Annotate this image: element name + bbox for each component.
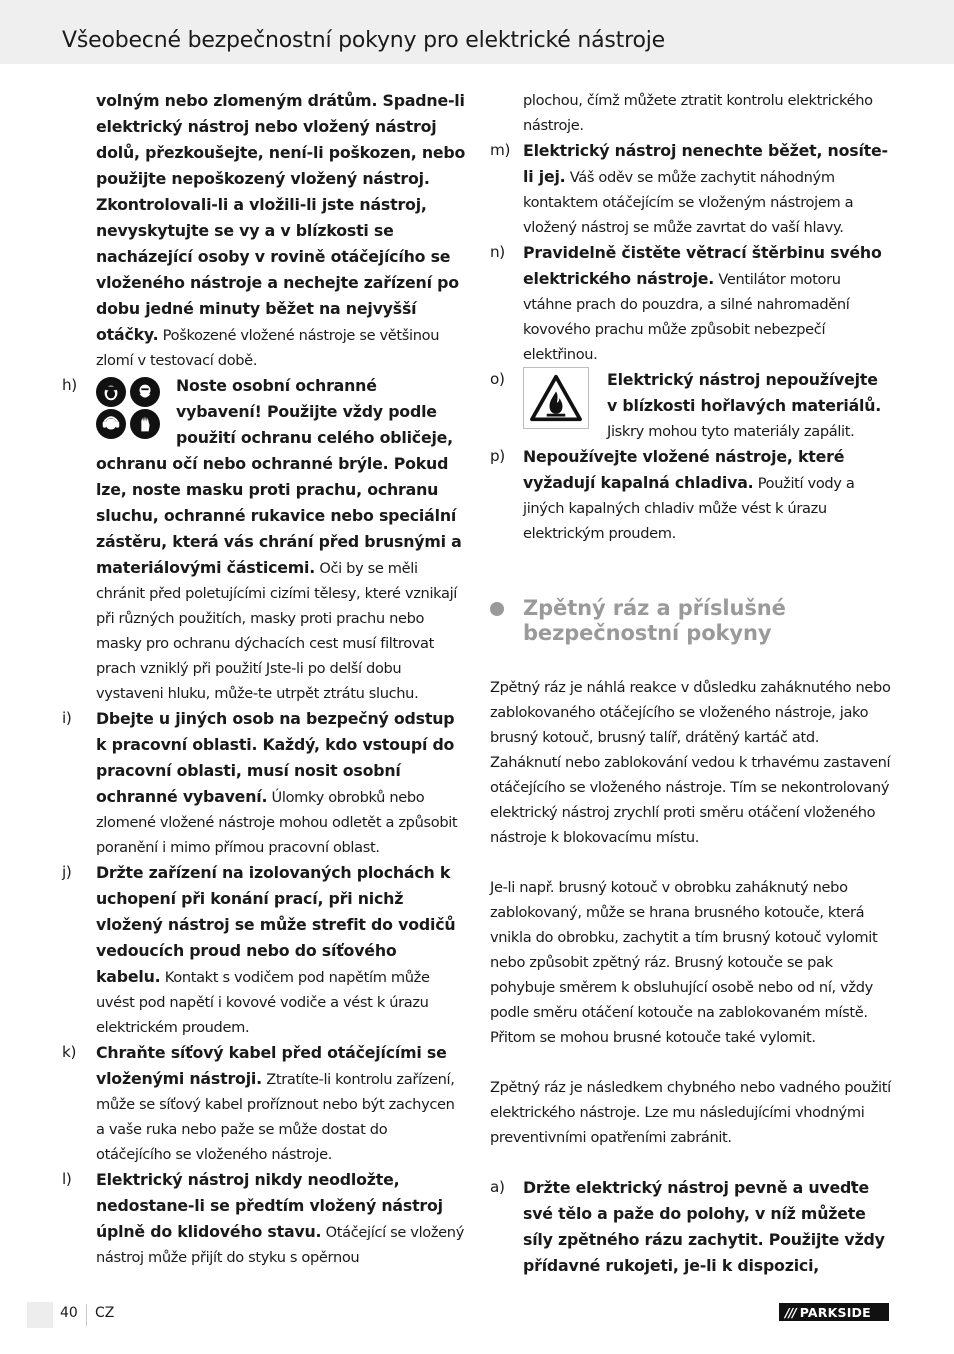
item-label: h) (62, 376, 77, 394)
ear-protection-icon (96, 409, 126, 439)
item-label: m) (490, 141, 511, 159)
item-text: Otáčející se vložený nástroj může přijít do styku s opěrnou (96, 1224, 464, 1266)
item-text: Úlomky obrobků nebo zlomené vložené nástroje mohou odletět a způsobit poranění i mimo přímou pracovní oblast. (96, 789, 458, 856)
item-bold: Nepoužívejte vložené nástroje, které vyžadují kapalná chladiva. (523, 447, 845, 492)
list-item-h (62, 373, 466, 706)
item-bold: Držte zařízení na izolovaných plochách k uchopení při konání prací, při nichž vložený nástroj se může strefit do vodičů vedoucích proud nebo do síťového kabelu. (96, 863, 456, 986)
right-column (490, 88, 892, 1279)
kickback-paragraph-3: Zpětný ráz je následkem chybného nebo vadného použití elektrického nástroje. Lze mu následujícími vhodnými preventivními opatřeními zabránit. (490, 1079, 891, 1146)
item-label: j) (62, 863, 72, 881)
list-item-i (62, 706, 466, 860)
intro-paragraph (96, 88, 466, 373)
item-label: a) (490, 1178, 505, 1196)
face-shield-icon (96, 377, 126, 407)
brand-logo (779, 1303, 889, 1321)
item-text: Ztratíte-li kontrolu zařízení, může se síťový kabel proříznout nebo být zachycen a vaše ruka nebo paže se může dostat do otáčejícího se vloženého nástroje. (96, 1071, 455, 1163)
dust-mask-icon (130, 377, 160, 407)
kickback-paragraph-1: Zpětný ráz je náhlá reakce v důsledku zaháknutého nebo zablokovaného otáčejícího se vloženého nástroje, jako brusný kotouč, brusný talíř, drátěný kartáč atd. Zaháknutí nebo zablokování vedou k trhavému zastavení otáčejícího se vloženého nástroje. Tím se nekontrolovaný elektrický nástroj zrychlí proti směru otáčení vloženého nástroje k blokovacímu místu. (490, 679, 891, 846)
list-item-o (490, 367, 892, 444)
page-title: Všeobecné bezpečnostní pokyny pro elektrické nástroje (62, 28, 665, 53)
item-bold: Elektrický nástroj nenechte běžet, nosíte-li jej. (523, 141, 888, 186)
item-label: l) (62, 1170, 72, 1188)
bullet-dot (490, 602, 504, 616)
item-label: o) (490, 370, 505, 388)
item-label: i) (62, 709, 72, 727)
list-item-m (490, 138, 892, 240)
item-label: n) (490, 243, 505, 261)
item-bold: Pravidelně čistěte větrací štěrbinu svého elektrického nástroje. (523, 243, 882, 288)
list-item-k (62, 1040, 466, 1167)
page-number: 40 (60, 1305, 78, 1321)
intro-bold: volným nebo zlomeným drátům. Spadne-li elektrický nástroj nebo vložený nástroj dolů, přezkoušejte, není-li poškozen, nebo použijte nepoškozený vložený nástroj. Zkontrolovali-li a vložili-li jste nástroj, nevyskytujte se vy a v blízkosti se nacházející osoby v rovině otáčejícího se vloženého nástroje a nechejte zařízení po dobu jedné minuty běžet na nejvyšší otáčky. (96, 91, 466, 344)
continued-paragraph: plochou, čímž můžete ztratit kontrolu elektrického nástroje. (523, 92, 873, 134)
item-bold: Elektrický nástroj nikdy neodložte, nedostane-li se předtím vložený nástroj úplně do klidového stavu. (96, 1170, 443, 1241)
page-header (0, 0, 954, 64)
item-bold: Noste osobní ochranné vybavení! Použijte vždy podle použití ochranu celého obličeje, ochranu očí nebo ochranné brýle. Pokud lze, noste masku proti prachu, ochranu sluchu, ochranné rukavice nebo speciální zástěru, která vás chrání před brusnými a materiálovými částicemi. (96, 376, 462, 577)
language-code: CZ (95, 1305, 115, 1321)
item-text: Kontakt s vodičem pod napětím může uvést pod napětí i kovové vodiče a vést k úrazu elektrickém proudem. (96, 969, 430, 1036)
brand-name: PARKSIDE (799, 1304, 871, 1320)
item-text: Ventilátor motoru vtáhne prach do pouzdra, a silné nahromadění kovového prachu může způsobit nebezpečí elektřinou. (523, 271, 850, 363)
item-bold: Dbejte u jiných osob na bezpečný odstup k pracovní oblasti. Každý, kdo vstoupí do pracovní oblasti, musí nosit osobní ochranné vybavení. (96, 709, 455, 806)
item-label: k) (62, 1043, 77, 1061)
item-label: p) (490, 447, 505, 465)
list-item-a (490, 1175, 892, 1279)
item-text: Oči by se měli chránit před poletujícími cizími tělesy, které vznikají při různých použitích, masky proti prachu nebo masky pro ochranu dýchacích cest musí filtrovat prach vzniklý při použití Jste-li po delší dobu vystaveni hluku, může-te utrpět ztrátu sluchu. (96, 560, 457, 702)
item-text: Jiskry mohou tyto materiály zapálit. (607, 423, 855, 440)
item-text: Použití vody a jiných kapalných chladiv může vést k úrazu elektrickým proudem. (523, 475, 855, 542)
gloves-icon (130, 409, 160, 439)
ppe-icons (96, 377, 162, 439)
list-item-l (62, 1167, 466, 1270)
item-bold: Chraňte síťový kabel před otáčejícími se vloženými nástroji. (96, 1043, 447, 1088)
kickback-paragraph-2: Je-li např. brusný kotouč v obrobku zaháknutý nebo zablokovaný, může se hrana brusného kotouče, která vnikla do obrobku, zachytit a tím brusný kotouč vylomit nebo způsobit zpětný ráz. Brusný kotouče se pak pohybuje směrem k obsluhující osobě nebo od ní, vždy podle směru otáčení kotouče na zablokovaném místě. Přitom se mohou brusné kotouče také vylomit. (490, 879, 878, 1046)
item-text: Váš oděv se může zachytit náhodným kontaktem otáčejícím se vloženým nástrojem a vložený nástroj se může zavrtat do vaší hlavy. (523, 169, 854, 236)
item-bold: Elektrický nástroj nepoužívejte v blízkosti hořlavých materiálů. (607, 370, 882, 415)
left-column (62, 88, 466, 1270)
list-item-n (490, 240, 892, 367)
section-heading: Zpětný ráz a příslušné bezpečnostní pokyny (490, 596, 892, 646)
item-bold: Držte elektrický nástroj pevně a uveďte své tělo a paže do polohy, v níž můžete síly zpětného rázu zachytit. Použijte vždy přídavné rukojeti, je-li k dispozici, (523, 1178, 885, 1275)
intro-text: Poškozené vložené nástroje se většinou zlomí v testovací době. (96, 327, 440, 369)
list-item-j (62, 860, 466, 1040)
list-item-p (490, 444, 892, 546)
flammable-warning-icon (523, 367, 589, 429)
footer-marker (27, 1302, 53, 1328)
brand-slashes: /// (785, 1304, 796, 1320)
footer-divider (86, 1304, 87, 1326)
